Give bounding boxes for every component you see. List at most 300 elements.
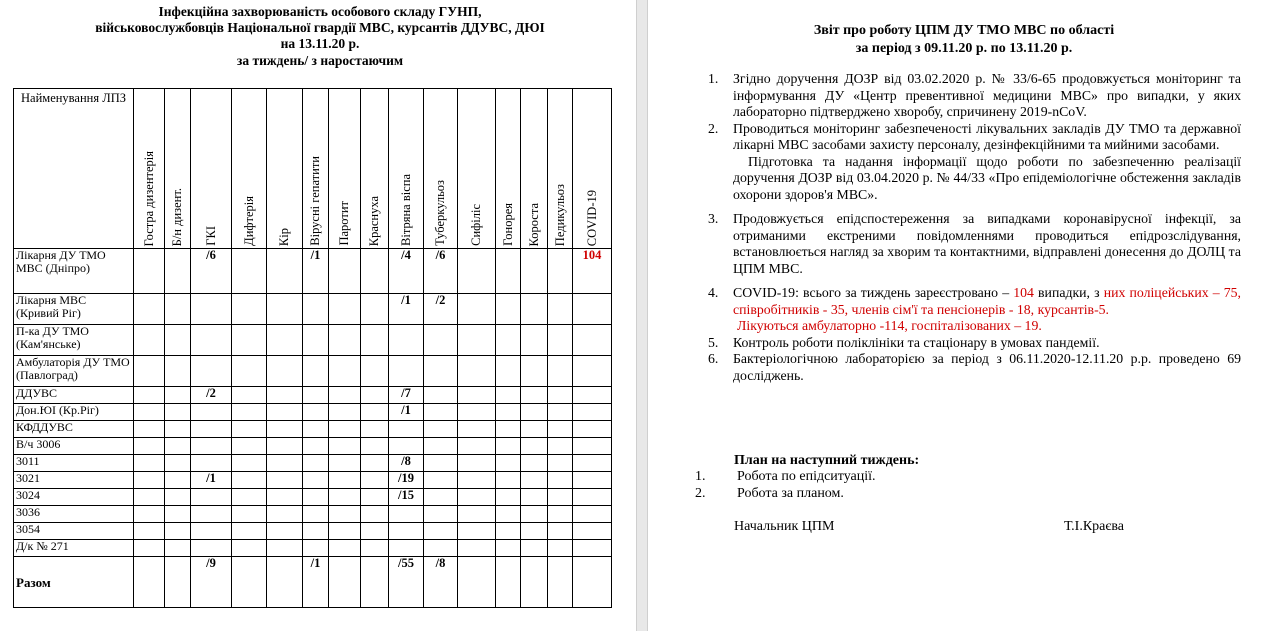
facility-name: Лікарня МВС (Кривий Ріг) bbox=[14, 294, 134, 325]
table-cell bbox=[424, 438, 458, 455]
table-cell bbox=[389, 421, 424, 438]
table-cell bbox=[521, 506, 548, 523]
table-cell: /6 bbox=[424, 249, 458, 294]
table-row bbox=[14, 294, 612, 325]
table-cell bbox=[458, 387, 496, 404]
report-item bbox=[708, 335, 1241, 352]
table-cell bbox=[134, 294, 165, 325]
table-cell bbox=[496, 356, 521, 387]
table-cell bbox=[232, 404, 267, 421]
table-cell bbox=[232, 472, 267, 489]
column-header-label: Сифіліс bbox=[469, 204, 483, 246]
table-cell bbox=[548, 438, 573, 455]
column-header bbox=[165, 89, 191, 249]
facility-name: ДДУВС bbox=[14, 387, 134, 404]
table-cell: 104 bbox=[573, 249, 612, 294]
table-cell bbox=[267, 455, 303, 472]
table-cell bbox=[165, 540, 191, 557]
table-cell bbox=[573, 506, 612, 523]
table-cell bbox=[548, 294, 573, 325]
column-header-label: Короста bbox=[526, 202, 541, 246]
column-header bbox=[548, 89, 573, 249]
column-header-label: Гонорея bbox=[500, 203, 515, 246]
item-continuation: Підготовка та надання інформації щодо роботи по забезпеченню реалізації доручення ДОЗР від 03.04.2020 р. № 44/33 «Про епідеміологічне обстеження закладів охорони здоров'я МВС». bbox=[733, 153, 1241, 202]
table-cell bbox=[329, 557, 361, 608]
item-text: Згідно доручення ДОЗР від 03.02.2020 р. № 33/6-65 продовжується моніторинг та інформування ДУ «Центр превентивної медицини МВС» про випадки, у яких лабораторно підтверджено хворобу, спричинену 2019-nCoV. bbox=[733, 71, 1241, 119]
facility-name: КФДДУВС bbox=[14, 421, 134, 438]
table-cell bbox=[496, 472, 521, 489]
table-cell bbox=[548, 557, 573, 608]
table-cell bbox=[424, 404, 458, 421]
table-cell bbox=[303, 294, 329, 325]
table-cell: /9 bbox=[191, 557, 232, 608]
table-cell bbox=[361, 438, 389, 455]
table-cell bbox=[389, 506, 424, 523]
item-number: 1. bbox=[708, 71, 719, 86]
column-header bbox=[361, 89, 389, 249]
table-cell bbox=[303, 523, 329, 540]
table-cell bbox=[521, 540, 548, 557]
table-cell bbox=[134, 540, 165, 557]
table-cell bbox=[191, 489, 232, 506]
facility-name: Д/к № 271 bbox=[14, 540, 134, 557]
signature-role: Начальник ЦПМ bbox=[734, 519, 835, 534]
table-cell: /55 bbox=[389, 557, 424, 608]
table-cell bbox=[361, 557, 389, 608]
table-cell bbox=[458, 523, 496, 540]
table-cell bbox=[329, 404, 361, 421]
report-item bbox=[708, 121, 1241, 154]
title-line: на 13.11.20 р. bbox=[280, 36, 360, 51]
table-cell bbox=[329, 249, 361, 294]
table-cell bbox=[424, 387, 458, 404]
table-cell bbox=[191, 523, 232, 540]
table-cell bbox=[165, 557, 191, 608]
facility-name: П-ка ДУ ТМО (Кам'янське) bbox=[14, 325, 134, 356]
table-cell bbox=[361, 472, 389, 489]
table-cell: /1 bbox=[303, 249, 329, 294]
table-cell bbox=[232, 249, 267, 294]
table-cell bbox=[521, 404, 548, 421]
covid-count: 104 bbox=[1013, 285, 1034, 300]
table-cell bbox=[303, 489, 329, 506]
table-cell bbox=[361, 325, 389, 356]
table-cell bbox=[548, 455, 573, 472]
table-cell bbox=[496, 387, 521, 404]
table-cell bbox=[329, 294, 361, 325]
left-page bbox=[0, 0, 636, 631]
page-gap bbox=[636, 0, 648, 631]
table-cell bbox=[521, 294, 548, 325]
column-header bbox=[134, 89, 165, 249]
column-header bbox=[303, 89, 329, 249]
table-cell bbox=[548, 540, 573, 557]
table-cell bbox=[303, 438, 329, 455]
table-title bbox=[0, 4, 640, 69]
table-cell bbox=[458, 325, 496, 356]
table-cell bbox=[361, 294, 389, 325]
table-cell bbox=[389, 523, 424, 540]
table-cell bbox=[134, 249, 165, 294]
table-cell bbox=[389, 540, 424, 557]
table-cell bbox=[496, 421, 521, 438]
table-cell bbox=[458, 455, 496, 472]
table-cell bbox=[232, 489, 267, 506]
table-cell bbox=[548, 506, 573, 523]
facility-name: Амбулаторія ДУ ТМО (Павлоград) bbox=[14, 356, 134, 387]
table-cell bbox=[165, 472, 191, 489]
table-cell bbox=[458, 404, 496, 421]
table-cell bbox=[134, 356, 165, 387]
table-cell bbox=[267, 294, 303, 325]
table-row bbox=[14, 506, 612, 523]
table-cell: /15 bbox=[389, 489, 424, 506]
report-item bbox=[708, 351, 1241, 384]
table-cell bbox=[458, 557, 496, 608]
table-cell bbox=[496, 506, 521, 523]
column-header bbox=[573, 89, 612, 249]
column-header-label: Краснуха bbox=[367, 195, 381, 246]
table-cell: /1 bbox=[191, 472, 232, 489]
column-header bbox=[267, 89, 303, 249]
table-cell bbox=[548, 421, 573, 438]
table-cell: /4 bbox=[389, 249, 424, 294]
table-cell bbox=[303, 506, 329, 523]
signature-name: Т.І.Краєва bbox=[1064, 519, 1125, 534]
table-cell bbox=[458, 438, 496, 455]
table-cell bbox=[521, 438, 548, 455]
report-period: за період з 09.11.20 р. по 13.11.20 р. bbox=[855, 41, 1073, 56]
table-cell bbox=[165, 249, 191, 294]
table-cell bbox=[548, 325, 573, 356]
table-cell bbox=[521, 325, 548, 356]
title-line: військовослужбовців Національної гвардії МВС, курсантів ДДУВС, ДЮІ bbox=[95, 20, 545, 35]
column-header-label: Вітряна віспа bbox=[398, 174, 413, 246]
table-cell bbox=[134, 325, 165, 356]
table-cell bbox=[361, 540, 389, 557]
table-cell bbox=[361, 421, 389, 438]
table-cell bbox=[165, 356, 191, 387]
column-header-label: ГКІ bbox=[203, 226, 218, 246]
column-header-label: Дифтерія bbox=[241, 196, 256, 246]
item-number: 4. bbox=[708, 285, 719, 300]
table-cell bbox=[521, 472, 548, 489]
item-number: 2. bbox=[708, 120, 719, 136]
table-cell bbox=[232, 421, 267, 438]
facility-name: Дон.ЮІ (Кр.Ріг) bbox=[14, 404, 134, 421]
table-cell bbox=[361, 387, 389, 404]
table-cell bbox=[521, 455, 548, 472]
table-cell bbox=[329, 540, 361, 557]
lpz-header-text: Найменування ЛПЗ bbox=[21, 91, 126, 105]
table-row bbox=[14, 557, 612, 608]
table-cell bbox=[424, 523, 458, 540]
table-cell bbox=[458, 421, 496, 438]
item-number: 5. bbox=[708, 334, 719, 350]
table-row bbox=[14, 404, 612, 421]
table-cell bbox=[134, 506, 165, 523]
table-cell bbox=[424, 489, 458, 506]
title-line: Інфекційна захворюваність особового складу ГУНП, bbox=[158, 4, 482, 19]
table-cell bbox=[303, 421, 329, 438]
table-cell bbox=[134, 438, 165, 455]
table-cell bbox=[573, 523, 612, 540]
covid-treatment: Лікуються амбулаторно -114, госпіталізованих – 19. bbox=[737, 318, 1042, 333]
facility-name: 3024 bbox=[14, 489, 134, 506]
table-cell bbox=[458, 489, 496, 506]
table-cell bbox=[191, 506, 232, 523]
table-cell bbox=[496, 557, 521, 608]
table-cell bbox=[573, 294, 612, 325]
table-cell bbox=[191, 438, 232, 455]
table-row bbox=[14, 489, 612, 506]
table-cell: /8 bbox=[424, 557, 458, 608]
table-cell bbox=[496, 438, 521, 455]
table-cell bbox=[424, 421, 458, 438]
table-cell bbox=[134, 489, 165, 506]
table-cell bbox=[303, 325, 329, 356]
table-cell: /6 bbox=[191, 249, 232, 294]
table-cell bbox=[573, 438, 612, 455]
table-cell bbox=[361, 356, 389, 387]
table-row bbox=[14, 249, 612, 294]
covid-breakdown: них поліцейських – 75, співробітників - 35, членів сім'ї та пенсіонерів - 18, курсантів-5. bbox=[733, 285, 1241, 317]
table-cell bbox=[573, 421, 612, 438]
table-cell bbox=[165, 489, 191, 506]
table-row bbox=[14, 387, 612, 404]
table-cell bbox=[267, 557, 303, 608]
table-cell bbox=[303, 356, 329, 387]
table-cell bbox=[165, 421, 191, 438]
table-cell bbox=[458, 249, 496, 294]
report-item bbox=[708, 71, 1241, 121]
facility-name: 3011 bbox=[14, 455, 134, 472]
column-header bbox=[496, 89, 521, 249]
table-cell bbox=[267, 356, 303, 387]
table-cell bbox=[267, 421, 303, 438]
facility-name: Разом bbox=[14, 557, 134, 608]
column-header-label: Б/н дизент. bbox=[170, 187, 184, 246]
report-list bbox=[708, 71, 1241, 384]
table-cell bbox=[329, 387, 361, 404]
table-cell bbox=[232, 325, 267, 356]
item-text: Бактеріологічною лабораторією за період з 06.11.2020-12.11.20 р.р. проведено 69 досліджень. bbox=[733, 351, 1241, 383]
table-cell bbox=[521, 523, 548, 540]
table-cell bbox=[191, 455, 232, 472]
table-cell bbox=[458, 506, 496, 523]
table-cell bbox=[424, 455, 458, 472]
table-cell bbox=[424, 325, 458, 356]
table-cell bbox=[329, 455, 361, 472]
table-cell bbox=[361, 489, 389, 506]
table-cell bbox=[303, 455, 329, 472]
table-cell bbox=[361, 249, 389, 294]
table-cell bbox=[232, 294, 267, 325]
table-cell bbox=[548, 387, 573, 404]
table-cell bbox=[521, 557, 548, 608]
table-row bbox=[14, 540, 612, 557]
table-cell bbox=[232, 455, 267, 472]
table-row bbox=[14, 325, 612, 356]
table-cell bbox=[329, 523, 361, 540]
table-cell bbox=[496, 489, 521, 506]
table-cell bbox=[232, 387, 267, 404]
column-header-label: Вірусні гепатити bbox=[308, 156, 322, 246]
item-number: 3. bbox=[708, 211, 719, 226]
table-cell bbox=[573, 540, 612, 557]
table-cell bbox=[548, 523, 573, 540]
table-cell bbox=[267, 249, 303, 294]
table-row bbox=[14, 356, 612, 387]
table-row bbox=[14, 472, 612, 489]
table-cell bbox=[303, 404, 329, 421]
table-cell bbox=[389, 325, 424, 356]
item-number: 6. bbox=[708, 351, 719, 366]
facility-name: 3021 bbox=[14, 472, 134, 489]
table-cell bbox=[458, 472, 496, 489]
column-header-label: Кір bbox=[277, 227, 291, 246]
table-cell bbox=[232, 540, 267, 557]
table-cell bbox=[458, 540, 496, 557]
table-cell bbox=[191, 294, 232, 325]
right-page bbox=[648, 0, 1280, 631]
column-header bbox=[458, 89, 496, 249]
table-cell: /1 bbox=[389, 404, 424, 421]
table-cell bbox=[267, 506, 303, 523]
column-header-label: Туберкульоз bbox=[433, 180, 447, 246]
lpz-header bbox=[14, 89, 134, 249]
item-text: Контроль роботи поліклініки та стаціонару в умовах пандемії. bbox=[733, 334, 1100, 350]
table-cell bbox=[134, 523, 165, 540]
table-cell bbox=[267, 540, 303, 557]
table-cell bbox=[329, 506, 361, 523]
plan-number: 1. bbox=[695, 469, 706, 484]
table-cell bbox=[267, 387, 303, 404]
table-cell bbox=[573, 455, 612, 472]
facility-name: 3036 bbox=[14, 506, 134, 523]
table-cell bbox=[165, 523, 191, 540]
table-cell bbox=[134, 472, 165, 489]
table-cell bbox=[424, 540, 458, 557]
table-cell bbox=[191, 540, 232, 557]
covid-mid: випадки, з bbox=[1033, 285, 1104, 300]
plan-text: Робота по епідситуації. bbox=[737, 469, 876, 484]
table-cell bbox=[329, 325, 361, 356]
table-cell bbox=[548, 356, 573, 387]
table-cell bbox=[267, 523, 303, 540]
table-cell bbox=[573, 404, 612, 421]
table-cell bbox=[191, 325, 232, 356]
table-cell bbox=[361, 523, 389, 540]
table-cell bbox=[496, 249, 521, 294]
table-cell bbox=[232, 356, 267, 387]
table-cell bbox=[361, 506, 389, 523]
table-cell bbox=[496, 540, 521, 557]
table-cell bbox=[191, 404, 232, 421]
table-cell bbox=[573, 325, 612, 356]
table-cell bbox=[165, 455, 191, 472]
table-cell bbox=[232, 557, 267, 608]
item-text: Продовжується епідспостереження за випадками коронавірусної інфекції, за отриманими екстреними повідомленнями проводиться епідрозслідування, встановлюється нагляд за хворим та контактними, відправлені донесення до ДОЛЦ та ЦПМ МВС. bbox=[733, 211, 1241, 276]
report-item bbox=[708, 285, 1241, 335]
table-cell: /1 bbox=[303, 557, 329, 608]
table-cell bbox=[303, 540, 329, 557]
table-cell bbox=[232, 523, 267, 540]
table-cell bbox=[303, 387, 329, 404]
table-cell: /2 bbox=[191, 387, 232, 404]
column-header bbox=[389, 89, 424, 249]
table-cell bbox=[573, 472, 612, 489]
column-header-label: COVID-19 bbox=[584, 189, 599, 246]
table-cell bbox=[548, 472, 573, 489]
table-row bbox=[14, 523, 612, 540]
table-cell bbox=[521, 249, 548, 294]
table-cell bbox=[389, 438, 424, 455]
report-title: Звіт про роботу ЦПМ ДУ ТМО МВС по області bbox=[813, 23, 1115, 38]
table-cell bbox=[424, 356, 458, 387]
table-cell bbox=[458, 356, 496, 387]
table-cell bbox=[329, 438, 361, 455]
table-cell bbox=[573, 557, 612, 608]
table-cell bbox=[496, 523, 521, 540]
table-cell bbox=[134, 557, 165, 608]
facility-name: Лікарня ДУ ТМО МВС (Дніпро) bbox=[14, 249, 134, 294]
table-cell bbox=[458, 294, 496, 325]
covid-prefix: COVID-19: всього за тиждень зареєстровано – bbox=[733, 285, 1014, 300]
table-cell bbox=[191, 356, 232, 387]
table-cell bbox=[521, 421, 548, 438]
table-cell bbox=[303, 472, 329, 489]
table-cell bbox=[496, 404, 521, 421]
column-header bbox=[521, 89, 548, 249]
table-row bbox=[14, 438, 612, 455]
table-cell bbox=[361, 455, 389, 472]
table-cell bbox=[361, 404, 389, 421]
table-cell: /2 bbox=[424, 294, 458, 325]
table-cell bbox=[329, 472, 361, 489]
table-cell bbox=[232, 506, 267, 523]
table-cell bbox=[134, 455, 165, 472]
table-cell bbox=[267, 404, 303, 421]
plan-number: 2. bbox=[695, 486, 706, 501]
table-row bbox=[14, 421, 612, 438]
table-cell bbox=[573, 489, 612, 506]
plan-text: Робота за планом. bbox=[737, 486, 844, 501]
table-cell bbox=[191, 421, 232, 438]
table-cell bbox=[165, 294, 191, 325]
table-cell bbox=[548, 249, 573, 294]
table-cell: /19 bbox=[389, 472, 424, 489]
table-cell bbox=[521, 489, 548, 506]
plan-title: План на наступний тиждень: bbox=[734, 453, 920, 468]
table-cell bbox=[165, 325, 191, 356]
table-cell bbox=[496, 294, 521, 325]
table-cell bbox=[267, 438, 303, 455]
table-cell bbox=[134, 421, 165, 438]
table-cell bbox=[573, 356, 612, 387]
table-cell bbox=[329, 489, 361, 506]
table-cell bbox=[424, 506, 458, 523]
table-cell bbox=[521, 356, 548, 387]
table-row bbox=[14, 455, 612, 472]
table-cell bbox=[232, 438, 267, 455]
table-cell bbox=[165, 506, 191, 523]
table-cell bbox=[521, 387, 548, 404]
column-header-label: Педикульоз bbox=[552, 183, 567, 246]
facility-name: В/ч 3006 bbox=[14, 438, 134, 455]
table-cell bbox=[329, 421, 361, 438]
table-cell bbox=[165, 438, 191, 455]
